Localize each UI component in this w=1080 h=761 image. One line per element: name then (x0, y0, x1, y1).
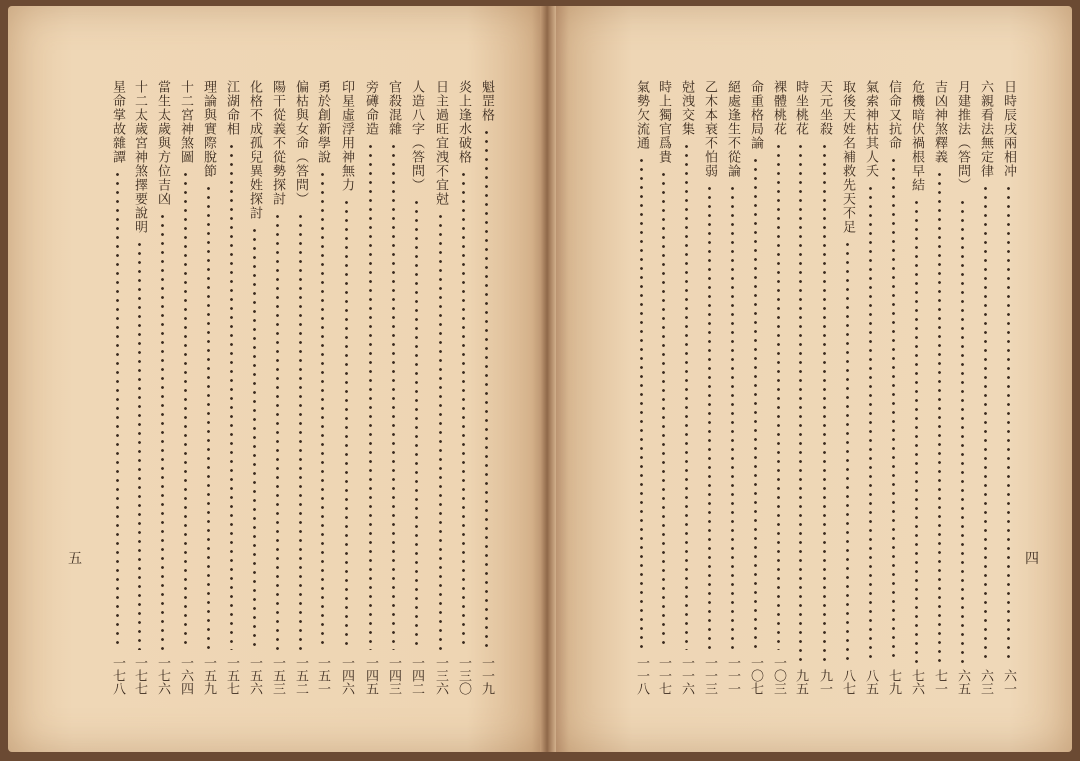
dot-leader (276, 212, 279, 650)
toc-entry-page: 一一七 (656, 656, 671, 695)
toc-entry-page: 一五六 (247, 656, 262, 695)
toc-entry-title: 陽干從義不從勢探討 (270, 80, 285, 206)
toc-entry-page: 九一 (817, 669, 832, 695)
toc-entry-title: 江湖命相 (224, 80, 239, 136)
dot-leader (138, 240, 141, 650)
toc-entry-page: 一四二 (409, 656, 424, 695)
toc-entry-title: 十二宮神煞圖 (178, 80, 193, 164)
toc-entry-page: 一七七 (132, 656, 147, 695)
toc-entry-page: 一一九 (479, 656, 494, 695)
toc-entry-title: 命重格局論 (748, 80, 763, 150)
left-page-number: 五 (68, 551, 82, 567)
dot-leader (823, 142, 826, 663)
toc-entry-title: 尅洩交集 (679, 80, 694, 136)
toc-entry-title: 日時辰戌兩相冲 (1001, 80, 1016, 178)
toc-entry (475, 80, 497, 695)
dot-leader (415, 198, 418, 650)
toc-entry-page: 九五 (793, 669, 808, 695)
toc-entry-page: 一一六 (679, 656, 694, 695)
toc-entry (882, 80, 904, 695)
dot-leader (369, 142, 372, 650)
dot-leader (731, 184, 734, 650)
toc-entry-page: 七六 (909, 669, 924, 695)
toc-entry-page: 七一 (932, 669, 947, 695)
toc-entry-page: 一五三 (270, 656, 285, 695)
toc-entry-page: 一〇七 (748, 656, 763, 695)
dot-leader (161, 212, 164, 650)
dot-leader (485, 128, 488, 650)
toc-entry (997, 80, 1019, 695)
toc-entry-title: 時坐桃花 (793, 80, 808, 136)
toc-entry-page: 一一一 (725, 656, 740, 695)
toc-entry-title: 信命又抗命 (886, 80, 901, 150)
toc-entry-title: 裸體桃花 (771, 80, 786, 136)
toc-entry (744, 80, 766, 695)
toc-entry-page: 一七六 (155, 656, 170, 695)
dot-leader (777, 142, 780, 650)
toc-entry-title: 吉凶神煞釋義 (932, 80, 947, 164)
toc-entry-page: 一四三 (386, 656, 401, 695)
toc-entry (128, 80, 150, 695)
toc-entry-title: 當生太歲與方位吉凶 (155, 80, 170, 206)
toc-entry (767, 80, 789, 695)
toc-entry-page: 六一 (1001, 669, 1016, 695)
toc-entry (311, 80, 333, 695)
dot-leader (321, 170, 324, 650)
toc-entry-page: 八七 (840, 669, 855, 695)
dot-leader (685, 142, 688, 650)
toc-entry-title: 官殺混雜 (386, 80, 401, 136)
toc-entry-title: 理論與實際脫節 (201, 80, 216, 178)
toc-entry-page: 八五 (863, 669, 878, 695)
dot-leader (869, 184, 872, 663)
toc-entry-title: 取後天姓名補救先天不足 (840, 80, 855, 234)
dot-leader (984, 184, 987, 663)
toc-entry-page: 一六四 (178, 656, 193, 695)
toc-entry-page: 一一三 (702, 656, 717, 695)
dot-leader (116, 170, 119, 650)
toc-entry (174, 80, 196, 695)
toc-entry (405, 80, 427, 695)
toc-entry-title: 十二太歲宮神煞擇要說明 (132, 80, 147, 234)
dot-leader (207, 184, 210, 650)
dot-leader (462, 170, 465, 650)
toc-entry (452, 80, 474, 695)
toc-entry-title: 月建推法（答問） (955, 80, 970, 192)
dot-leader (1007, 184, 1010, 663)
book-spine (540, 6, 556, 752)
toc-entry (698, 80, 720, 695)
toc-entry (813, 80, 835, 695)
toc-entry-page: 一三〇 (456, 656, 471, 695)
toc-entry-title: 氣索神枯其人夭 (863, 80, 878, 178)
toc-entry (106, 80, 128, 695)
toc-entry-title: 六親看法無定律 (978, 80, 993, 178)
toc-entry (335, 80, 357, 695)
toc-entry-title: 魁罡格 (479, 80, 494, 122)
toc-entry (859, 80, 881, 695)
toc-entry (151, 80, 173, 695)
toc-entry-page: 一一八 (634, 656, 649, 695)
toc-entry-page: 七九 (886, 669, 901, 695)
toc-entry (382, 80, 404, 695)
dot-leader (799, 142, 802, 663)
toc-entry-title: 絕處逢生不從論 (725, 80, 740, 178)
dot-leader (299, 212, 302, 650)
dot-leader (230, 142, 233, 650)
toc-entry-page: 一四六 (339, 656, 354, 695)
toc-entry-title: 時上獨官爲貴 (656, 80, 671, 164)
toc-entry-title: 旁礡命造 (363, 80, 378, 136)
dot-leader (439, 212, 442, 650)
toc-entry-title: 乙木本衰不怕弱 (702, 80, 717, 178)
toc-entry (429, 80, 451, 695)
toc-entry (359, 80, 381, 695)
toc-entry (905, 80, 927, 695)
toc-entry-page: 一五二 (293, 656, 308, 695)
dot-leader (640, 156, 643, 650)
toc-entry-title: 天元坐殺 (817, 80, 832, 136)
dot-leader (754, 156, 757, 650)
toc-entry (652, 80, 674, 695)
toc-entry-page: 一五七 (224, 656, 239, 695)
toc-entry-title: 氣勢欠流通 (634, 80, 649, 150)
toc-entry-title: 日主過旺宜洩不宜尅 (433, 80, 448, 206)
toc-entry (289, 80, 311, 695)
toc-entry-page: 一五一 (315, 656, 330, 695)
toc-entry (928, 80, 950, 695)
toc-entry-page: 一三六 (433, 656, 448, 695)
toc-entry-page: 一〇三 (771, 656, 786, 695)
toc-entry (974, 80, 996, 695)
dot-leader (662, 170, 665, 650)
toc-entry (197, 80, 219, 695)
dot-leader (961, 198, 964, 663)
dot-leader (915, 198, 918, 663)
toc-entry-title: 人造八字（答問） (409, 80, 424, 192)
toc-entry-title: 偏枯與女命（答問） (293, 80, 308, 206)
toc-entry (951, 80, 973, 695)
toc-entry-page: 一四五 (363, 656, 378, 695)
toc-entry-title: 印星虛浮用神無力 (339, 80, 354, 192)
toc-entry (266, 80, 288, 695)
dot-leader (938, 170, 941, 663)
dot-leader (708, 184, 711, 650)
toc-entry (630, 80, 652, 695)
toc-entry-page: 六五 (955, 669, 970, 695)
dot-leader (345, 198, 348, 650)
toc-entry (675, 80, 697, 695)
dot-leader (184, 170, 187, 650)
toc-entry (220, 80, 242, 695)
toc-entry (243, 80, 265, 695)
toc-entry-title: 星命掌故雜譚 (110, 80, 125, 164)
toc-entry-page: 一七八 (110, 656, 125, 695)
toc-entry-title: 炎上逢水破格 (456, 80, 471, 164)
right-page-number: 四 (1025, 551, 1039, 567)
dot-leader (253, 226, 256, 650)
toc-entry (789, 80, 811, 695)
toc-entry-title: 危機暗伏禍根早結 (909, 80, 924, 192)
toc-entry-title: 化格不成孤兒異姓探討 (247, 80, 262, 220)
dot-leader (892, 156, 895, 663)
toc-entry (836, 80, 858, 695)
toc-entry-title: 勇於創新學說 (315, 80, 330, 164)
dot-leader (392, 142, 395, 650)
dot-leader (846, 240, 849, 663)
toc-entry-page: 一五九 (201, 656, 216, 695)
toc-entry (721, 80, 743, 695)
toc-entry-page: 六三 (978, 669, 993, 695)
